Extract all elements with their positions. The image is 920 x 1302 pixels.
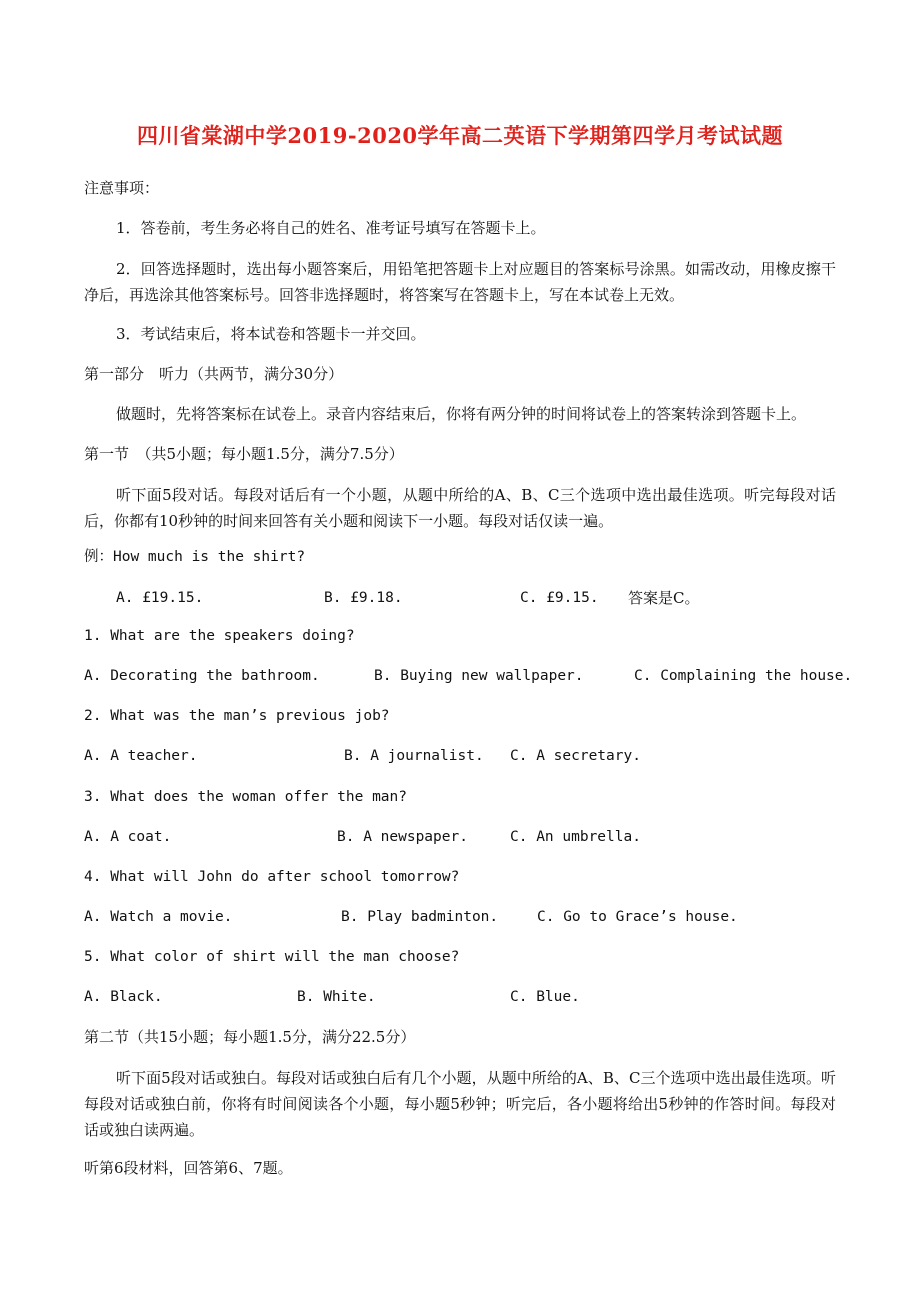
page-title: 四川省棠湖中学2019-2020学年高二英语下学期第四学月考试试题 xyxy=(136,123,784,148)
question-2-option-c: C. A secretary. xyxy=(510,748,641,764)
notice-item-1: 1．答卷前，考生务必将自己的姓名、准考证号填写在答题卡上。 xyxy=(116,219,546,237)
material-note: 听第6段材料，回答第6、7题。 xyxy=(84,1159,293,1177)
example-question: 例：How much is the shirt? xyxy=(84,549,306,565)
question-4: 4. What will John do after school tomorrow? xyxy=(84,869,460,885)
example-option-a: A. £19.15. xyxy=(116,590,204,606)
section1-heading: 第一节 （共5小题；每小题1.5分，满分7.5分） xyxy=(84,445,404,463)
section2-heading: 第二节（共15小题；每小题1.5分，满分22.5分） xyxy=(84,1028,416,1046)
section1-instruction: 听下面5段对话。每段对话后有一个小题，从题中所给的A、B、C三个选项中选出最佳选项。听完每段对话后，你都有10秒钟的时间来回答有关小题和阅读下一小题。每段对话仅读一遍。 xyxy=(84,486,836,530)
section2-instruction: 听下面5段对话或独白。每段对话或独白后有几个小题，从题中所给的A、B、C三个选项中选出最佳选项。听每段对话或独白前，你将有时间阅读各个小题，每小题5秒钟；听完后，各小题将给出5秒钟的作答时间。每段对话或独白读两遍。 xyxy=(84,1069,836,1139)
notice-heading: 注意事项： xyxy=(84,179,160,197)
question-3-option-b: B. A newspaper. xyxy=(337,829,468,845)
question-5-option-c: C. Blue. xyxy=(510,989,580,1005)
question-1: 1. What are the speakers doing? xyxy=(84,628,355,644)
question-2-option-b: B. A journalist. xyxy=(344,748,484,764)
question-5-option-b: B. White. xyxy=(297,989,376,1005)
question-5: 5. What color of shirt will the man choose? xyxy=(84,949,460,965)
question-1-option-b: B. Buying new wallpaper. xyxy=(374,668,584,684)
example-option-c: C. £9.15. xyxy=(520,590,599,606)
question-4-option-a: A. Watch a movie. xyxy=(84,909,233,925)
notice-item-2: 2．回答选择题时，选出每小题答案后，用铅笔把答题卡上对应题目的答案标号涂黑。如需改动，用橡皮擦干净后，再选涂其他答案标号。回答非选择题时，将答案写在答题卡上，写在本试卷上无效。 xyxy=(84,260,836,304)
question-1-option-a: A. Decorating the bathroom. xyxy=(84,668,320,684)
example-answer: 答案是C。 xyxy=(628,589,700,607)
example-option-b: B. £9.18. xyxy=(324,590,403,606)
question-2: 2. What was the man’s previous job? xyxy=(84,708,390,724)
question-4-option-c: C. Go to Grace’s house. xyxy=(537,909,738,925)
question-3: 3. What does the woman offer the man? xyxy=(84,789,408,805)
question-3-option-c: C. An umbrella. xyxy=(510,829,641,845)
notice-item-3: 3．考试结束后，将本试卷和答题卡一并交回。 xyxy=(116,325,426,343)
question-2-option-a: A. A teacher. xyxy=(84,748,198,764)
part1-heading: 第一部分 听力（共两节，满分30分） xyxy=(84,365,344,383)
question-3-option-a: A. A coat. xyxy=(84,829,172,845)
question-1-option-c: C. Complaining the house. xyxy=(634,668,853,684)
part1-instruction: 做题时，先将答案标在试卷上。录音内容结束后，你将有两分钟的时间将试卷上的答案转涂到答题卡上。 xyxy=(116,405,807,423)
question-4-option-b: B. Play badminton. xyxy=(341,909,499,925)
question-5-option-a: A. Black. xyxy=(84,989,163,1005)
